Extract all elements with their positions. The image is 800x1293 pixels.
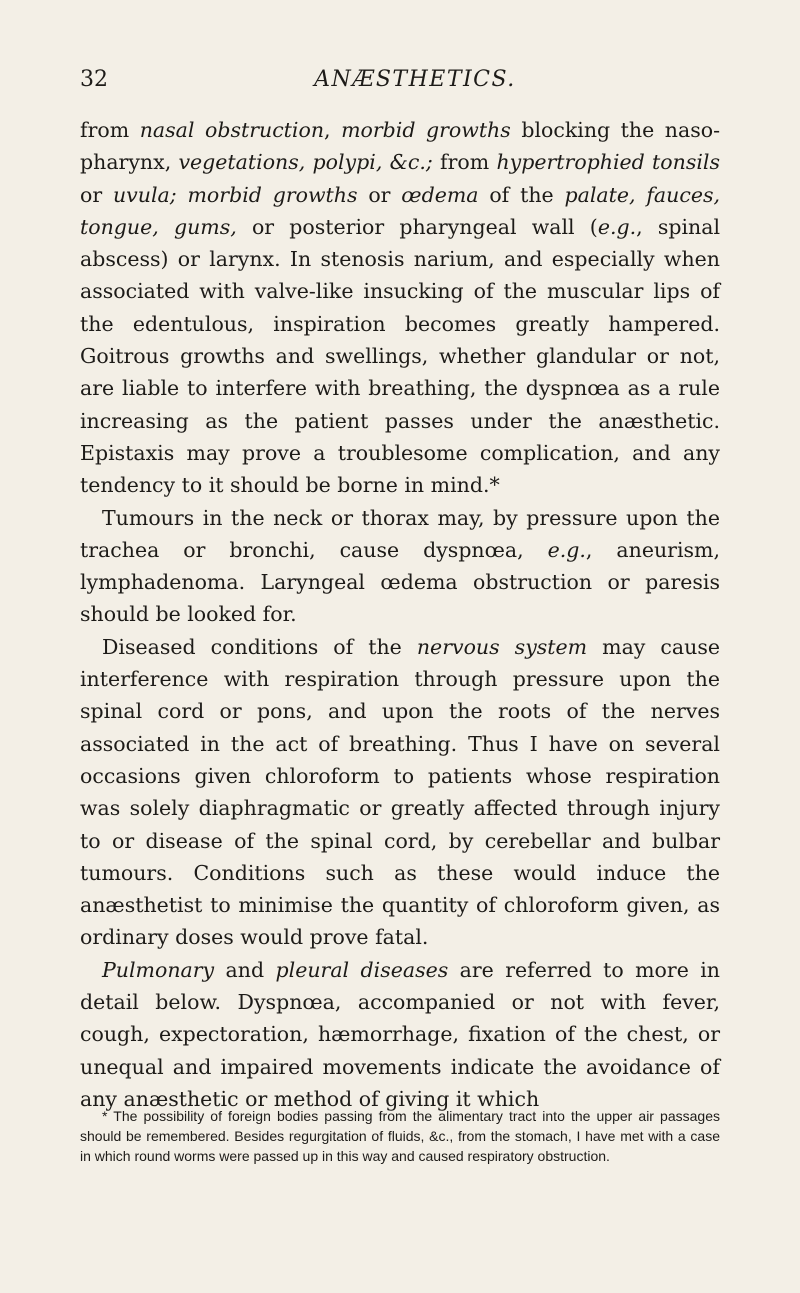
text-run: are referred to more in detail below. Dyspnœa, accompanied or not with fever, cough, expectoration, hæmorrhage, fixation of the chest, or unequal and impaired movements indicate the avoidance of any anæsthetic or method of giving it which	[80, 957, 720, 1111]
text-run: of the	[478, 182, 565, 207]
page-number: 32	[80, 67, 108, 92]
body-text	[80, 114, 720, 1115]
italic-text: pleural diseases	[275, 957, 449, 982]
paragraph	[80, 114, 720, 502]
italic-text: Pulmonary	[102, 957, 215, 982]
text-run: Tumours in the neck or thorax may, by pressure upon the trachea or bronchi, cause dyspnœa,	[80, 505, 720, 562]
text-run: blocking the naso-pharynx,	[80, 118, 720, 175]
text-run: or	[357, 182, 402, 207]
italic-text: œdema	[401, 182, 479, 207]
paragraph	[80, 954, 720, 1115]
italic-text: uvula; morbid growths	[112, 182, 358, 207]
italic-text: nasal obstruction	[139, 118, 325, 142]
text-run: , aneurism, lymphadenoma. Laryngeal œdema obstruction or paresis should be looked for.	[80, 537, 720, 627]
paragraph	[80, 502, 720, 631]
text-run: from	[432, 150, 497, 175]
paragraph	[80, 631, 720, 954]
running-head: ANÆSTHETICS.	[314, 67, 516, 92]
text-run: from	[80, 118, 140, 142]
text-run: or posterior pharyngeal wall (	[236, 214, 598, 239]
footnote: * The possibility of foreign bodies passing from the alimentary tract into the upper air passages should be remembered. Besides regurgitation of fluids, &c., from the stomach, I have met with a case in which round worms were passed up in this way and caused respiratory obstruction.	[80, 1108, 720, 1164]
italic-text: e.g.	[547, 537, 586, 562]
text-run: , spinal abscess) or larynx. In stenosis narium, and especially when associated with valve-like insucking of the muscular lips of the edentulous, inspiration becomes greatly hampered. Goitrous growths and swellings, whether glandular or not, are liable to interfere with breathing, the dyspnœa as a rule increasing as the patient passes under the anæsthetic. Epistaxis may prove a troublesome complication, and any tendency to it should be borne in mind.*	[80, 214, 721, 498]
italic-text: nervous system	[416, 634, 588, 659]
text-run: or	[80, 182, 113, 207]
italic-text: palate, fauces, tongue, gums,	[80, 182, 720, 239]
italic-text: morbid growths	[341, 118, 511, 142]
text-run: and	[214, 957, 276, 982]
italic-text: vegetations, polypi, &c.;	[178, 150, 433, 175]
text-run: ,	[324, 118, 342, 142]
text-run: Diseased conditions of the	[102, 634, 417, 659]
italic-text: e.g.	[597, 214, 637, 239]
text-run: may cause interference with respiration through pressure upon the spinal cord or pons, and upon the roots of the nerves associated in the act of breathing. Thus I have on several occasions given chloroform to patients whose respiration was solely diaphragmatic or greatly affected through injury to or disease of the spinal cord, by cerebellar and bulbar tumours. Conditions such as these would induce the anæsthetist to minimise the quantity of chloroform given, as ordinary doses would prove fatal.	[80, 634, 720, 950]
italic-text: hypertrophied tonsils	[496, 150, 720, 175]
